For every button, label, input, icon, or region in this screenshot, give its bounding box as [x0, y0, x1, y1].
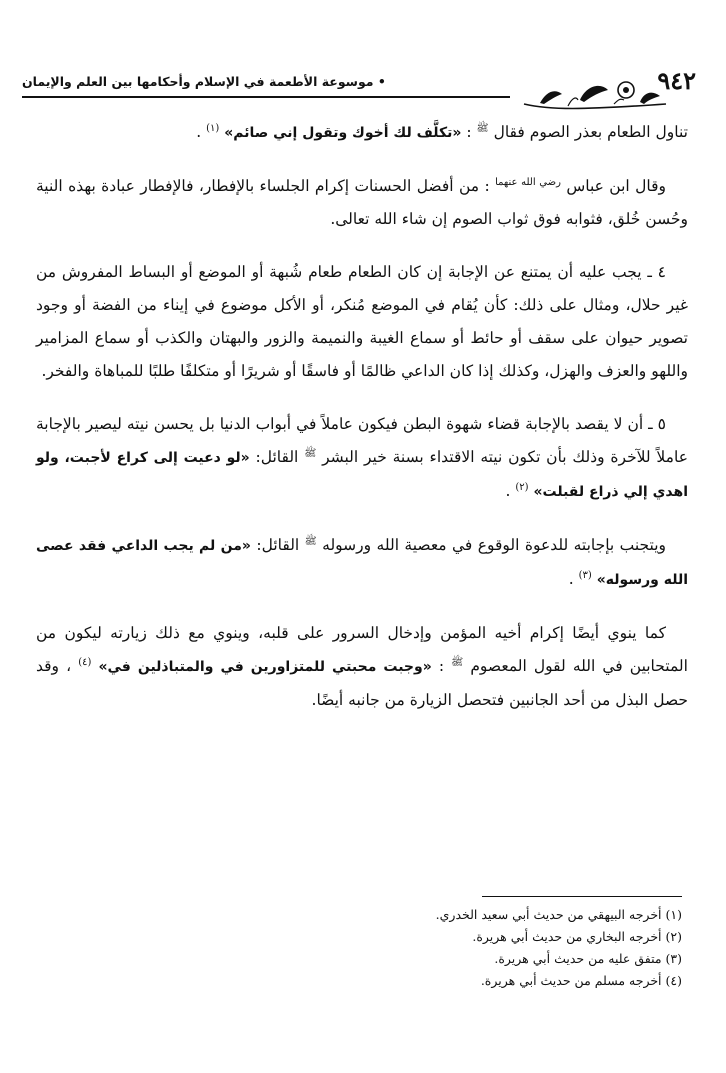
footnote: (٣) متفق عليه من حديث أبي هريرة.	[494, 951, 682, 966]
main-text	[36, 116, 688, 737]
paragraph-text: تناول الطعام بعذر الصوم فقال	[493, 123, 688, 141]
hadith-quote: «لو دعيت إلى كراع لأجبت، ولو اهدي إلي ذراع لقبلت»	[36, 450, 688, 500]
paragraph-4	[36, 408, 688, 509]
paragraph-text: القائل:	[256, 536, 300, 554]
hadith-quote: «من لم يجب الداعي فقد عصى الله ورسوله»	[36, 538, 688, 588]
honorific: ﷺ	[304, 447, 317, 459]
paragraph-text: .	[196, 123, 202, 141]
footnote-ref: (٢)	[515, 481, 529, 493]
paragraph-5	[36, 529, 688, 597]
paragraph-text: ، وقد حصل البذل من أحد الجانبين فتحصل الزيارة من جانبه أيضًا.	[36, 657, 688, 709]
footnote-separator	[482, 896, 682, 897]
paragraph-3	[36, 256, 688, 388]
paragraph-text: :	[438, 657, 445, 675]
paragraph-text: : من أفضل الحسنات إكرام الجلساء بالإفطار، فالإفطار عبادة بهذه النية وحُسن خُلق، فثوابه فوق ثواب الصوم إن شاء الله تعالى.	[36, 177, 688, 228]
footnote-ref: (٣)	[578, 569, 592, 581]
paragraph-1	[36, 116, 688, 150]
paragraph-text: .	[568, 570, 574, 588]
footnote: (٢) أخرجه البخاري من حديث أبي هريرة.	[472, 929, 682, 944]
paragraph-text: :	[466, 123, 472, 141]
hadith-quote: «تكلَّف لك أخوك وتقول إني صائم»	[224, 125, 462, 141]
floral-ornament-icon	[520, 70, 670, 114]
running-title: • موسوعة الأطعمة في الإسلام وأحكامها بين العلم والإيمان	[22, 74, 386, 89]
paragraph-text: .	[505, 482, 511, 500]
paragraph-text: ٥ ـ أن لا يقصد بالإجابة قضاء شهوة البطن فيكون عاملاً في أبواب الدنيا بل يحسن نيته ليصير بالإجابة عاملاً للآخرة وذلك بأن تكون نيته الاقتداء بسنة خير البشر	[36, 415, 688, 466]
paragraph-text: وقال ابن عباس	[566, 177, 666, 195]
paragraph-text: كما ينوي أيضًا إكرام أخيه المؤمن وإدخال السرور على قلبه، وينوي مع ذلك زيارته ليكون من المتحابين في الله لقول المعصوم	[36, 624, 688, 675]
paragraph-text: القائل:	[255, 448, 299, 466]
page-header	[22, 66, 698, 114]
footnotes	[40, 904, 682, 992]
honorific: ﷺ	[304, 535, 317, 547]
footnote-ref: (٤)	[78, 656, 92, 668]
paragraph-6	[36, 617, 688, 717]
paragraph-2	[36, 170, 688, 236]
footnote: (٤) أخرجه مسلم من حديث أبي هريرة.	[480, 973, 682, 988]
header-rule	[22, 96, 510, 98]
paragraph-text: ٤ ـ يجب عليه أن يمتنع عن الإجابة إن كان الطعام طعام شُبهة أو الموضع أو البساط المفروش من غير حلال، ومثال على ذلك: كأن يُقام في الموضع مُنكر، أو الأكل موضوع في إيناء من الفضة أو وجود تصوير حيوان على سقف أو حائط أو سماع الغيبة والنميمة والزور والبهتان والكذب أو سماع المزامير واللهو والعزف والهزل، وكذلك إذا كان الداعي ظالمًا أو فاسقًا أو شريرًا أو متكلفًا طلبًا للمباهاة والفخر.	[36, 263, 688, 380]
page-number: ٩٤٢	[657, 66, 696, 95]
footnote: (١) أخرجه البيهقي من حديث أبي سعيد الخدري.	[435, 907, 682, 922]
honorific: ﷺ	[476, 122, 489, 134]
honorific: ﷺ	[451, 656, 464, 668]
honorific: رضي الله عنهما	[495, 176, 561, 188]
footnote-ref: (١)	[206, 122, 220, 134]
hadith-quote: «وجبت محبتي للمتزاورين في والمتباذلين في»	[98, 659, 432, 675]
paragraph-text: ويتجنب بإجابته للدعوة الوقوع في معصية الله ورسوله	[322, 536, 666, 554]
